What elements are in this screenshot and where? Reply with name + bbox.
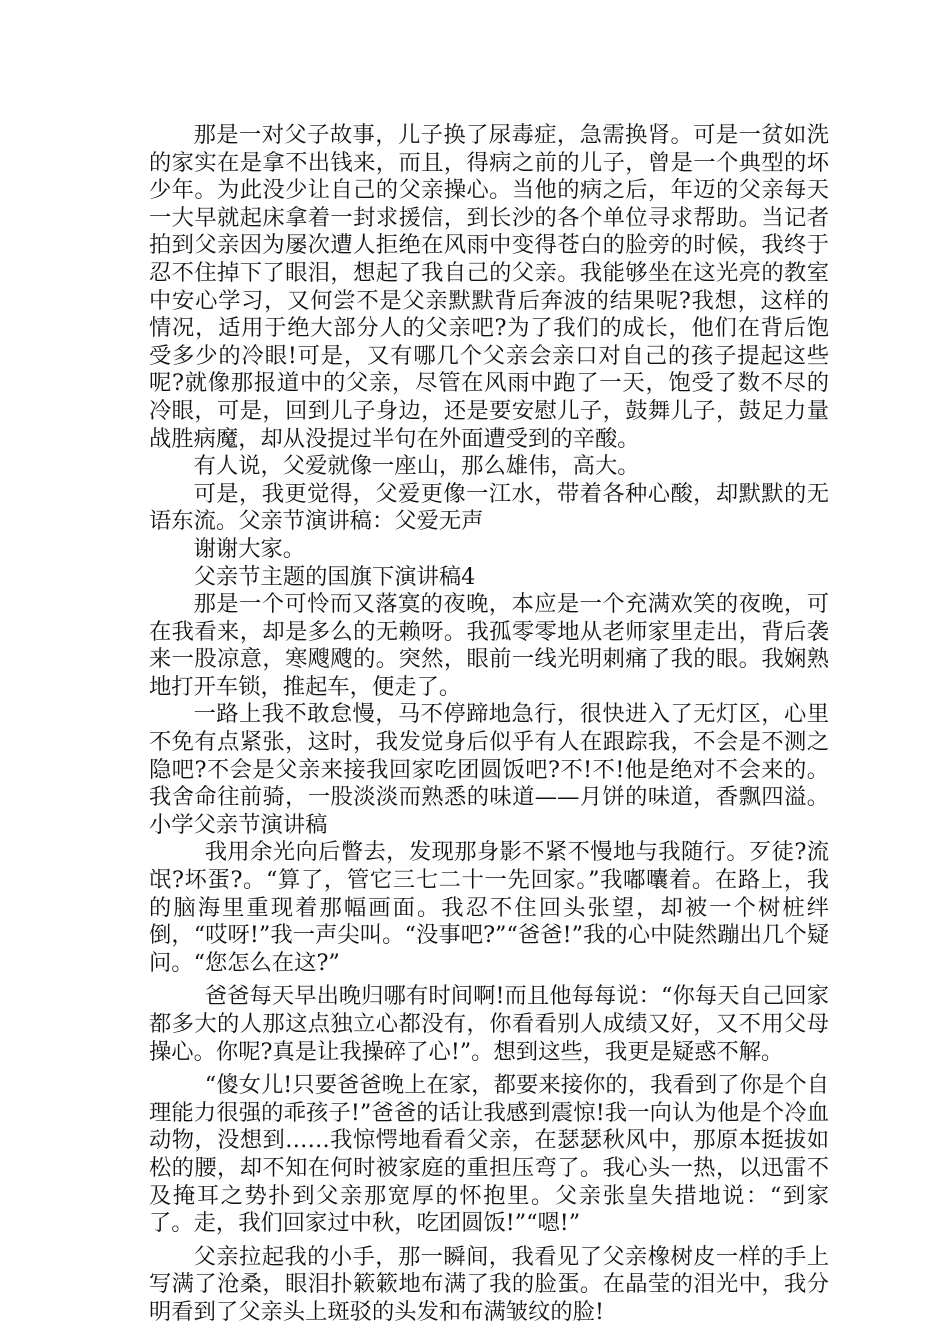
paragraph-5: 那是一个可怜而又落寞的夜晚，本应是一个充满欢笑的夜晚，可在我看来，却是多么的无赖呀。我孤零零地从老师家里走出，背后袭来一股凉意，寒飕飕的。突然，眼前一线光明刺痛了我的眼。我娴熟地打开车锁，推起车，便走了。 [149, 591, 829, 700]
paragraph-10: 父亲拉起我的小手，那一瞬间，我看见了父亲橡树皮一样的手上写满了沧桑，眼泪扑簌簌地布满了我的脸蛋。在晶莹的泪光中，我分明看到了父亲头上斑驳的头发和布满皱纹的脸! [149, 1243, 829, 1325]
paragraph-6: 一路上我不敢怠慢，马不停蹄地急行，很快进入了无灯区，心里不免有点紧张，这时，我发觉身后似乎有人在跟踪我，不会是不测之隐吧?不会是父亲来接我回家吃团圆饭吧?不!不!他是绝对不会来的。我舍命往前骑，一股淡淡而熟悉的味道——月饼的味道，香飘四溢。小学父亲节演讲稿 [149, 701, 829, 838]
document-body [149, 122, 829, 1327]
paragraph-8: 爸爸每天早出晚归哪有时间啊!而且他每每说：“你每天自己回家都多大的人那这点独立心都没有，你看看别人成绩又好，又不用父母操心。你呢?真是让我操碎了心!”。想到这些，我更是疑惑不解。 [149, 983, 829, 1065]
paragraph-9: “傻女儿!只要爸爸晚上在家，都要来接你的，我看到了你是个自理能力很强的乖孩子!”爸爸的话让我感到震惊!我一向认为他是个冷血动物，没想到……我惊愕地看看父亲，在瑟瑟秋风中，那原本挺拔如松的腰，却不知在何时被家庭的重担压弯了。我心头一热，以迅雷不及掩耳之势扑到父亲那宽厚的怀抱里。父亲张皇失措地说：“到家了。走，我们回家过中秋，吃团圆饭!”“嗯!” [149, 1072, 829, 1237]
paragraph-3: 可是，我更觉得，父爱更像一江水，带着各种心酸，却默默的无语东流。父亲节演讲稿：父爱无声 [149, 480, 829, 535]
section-heading: 父亲节主题的国旗下演讲稿4 [193, 563, 476, 590]
paragraph-4: 谢谢大家。 [193, 535, 306, 562]
paragraph-1: 那是一对父子故事，儿子换了尿毒症，急需换肾。可是一贫如洗的家实在是拿不出钱来，而且，得病之前的儿子，曾是一个典型的坏少年。为此没少让自己的父亲操心。当他的病之后，年迈的父亲每天一大早就起床拿着一封求援信，到长沙的各个单位寻求帮助。当记者拍到父亲因为屡次遭人拒绝在风雨中变得苍白的脸旁的时候，我终于忍不住掉下了眼泪，想起了我自己的父亲。我能够坐在这光亮的教室中安心学习，又何尝不是父亲默默背后奔波的结果呢?我想，这样的情况，适用于绝大部分人的父亲吧?为了我们的成长，他们在背后饱受多少的冷眼!可是，又有哪几个父亲会亲口对自己的孩子提起这些呢?就像那报道中的父亲，尽管在风雨中跑了一天，饱受了数不尽的冷眼，可是，回到儿子身边，还是要安慰儿子，鼓舞儿子，鼓足力量战胜病魔，却从没提过半句在外面遭受到的辛酸。 [149, 122, 829, 452]
paragraph-2: 有人说，父爱就像一座山，那么雄伟，高大。 [193, 453, 640, 480]
paragraph-7: 我用余光向后瞥去，发现那身影不紧不慢地与我随行。歹徒?流氓?坏蛋?。“算了，管它三七二十一先回家。”我嘟囔着。在路上，我的脑海里重现着那幅画面。我忍不住回头张望，却被一个树桩绊倒，“哎呀!”我一声尖叫。“没事吧?”“爸爸!”我的心中陡然蹦出几个疑问。“您怎么在这?” [149, 839, 829, 976]
